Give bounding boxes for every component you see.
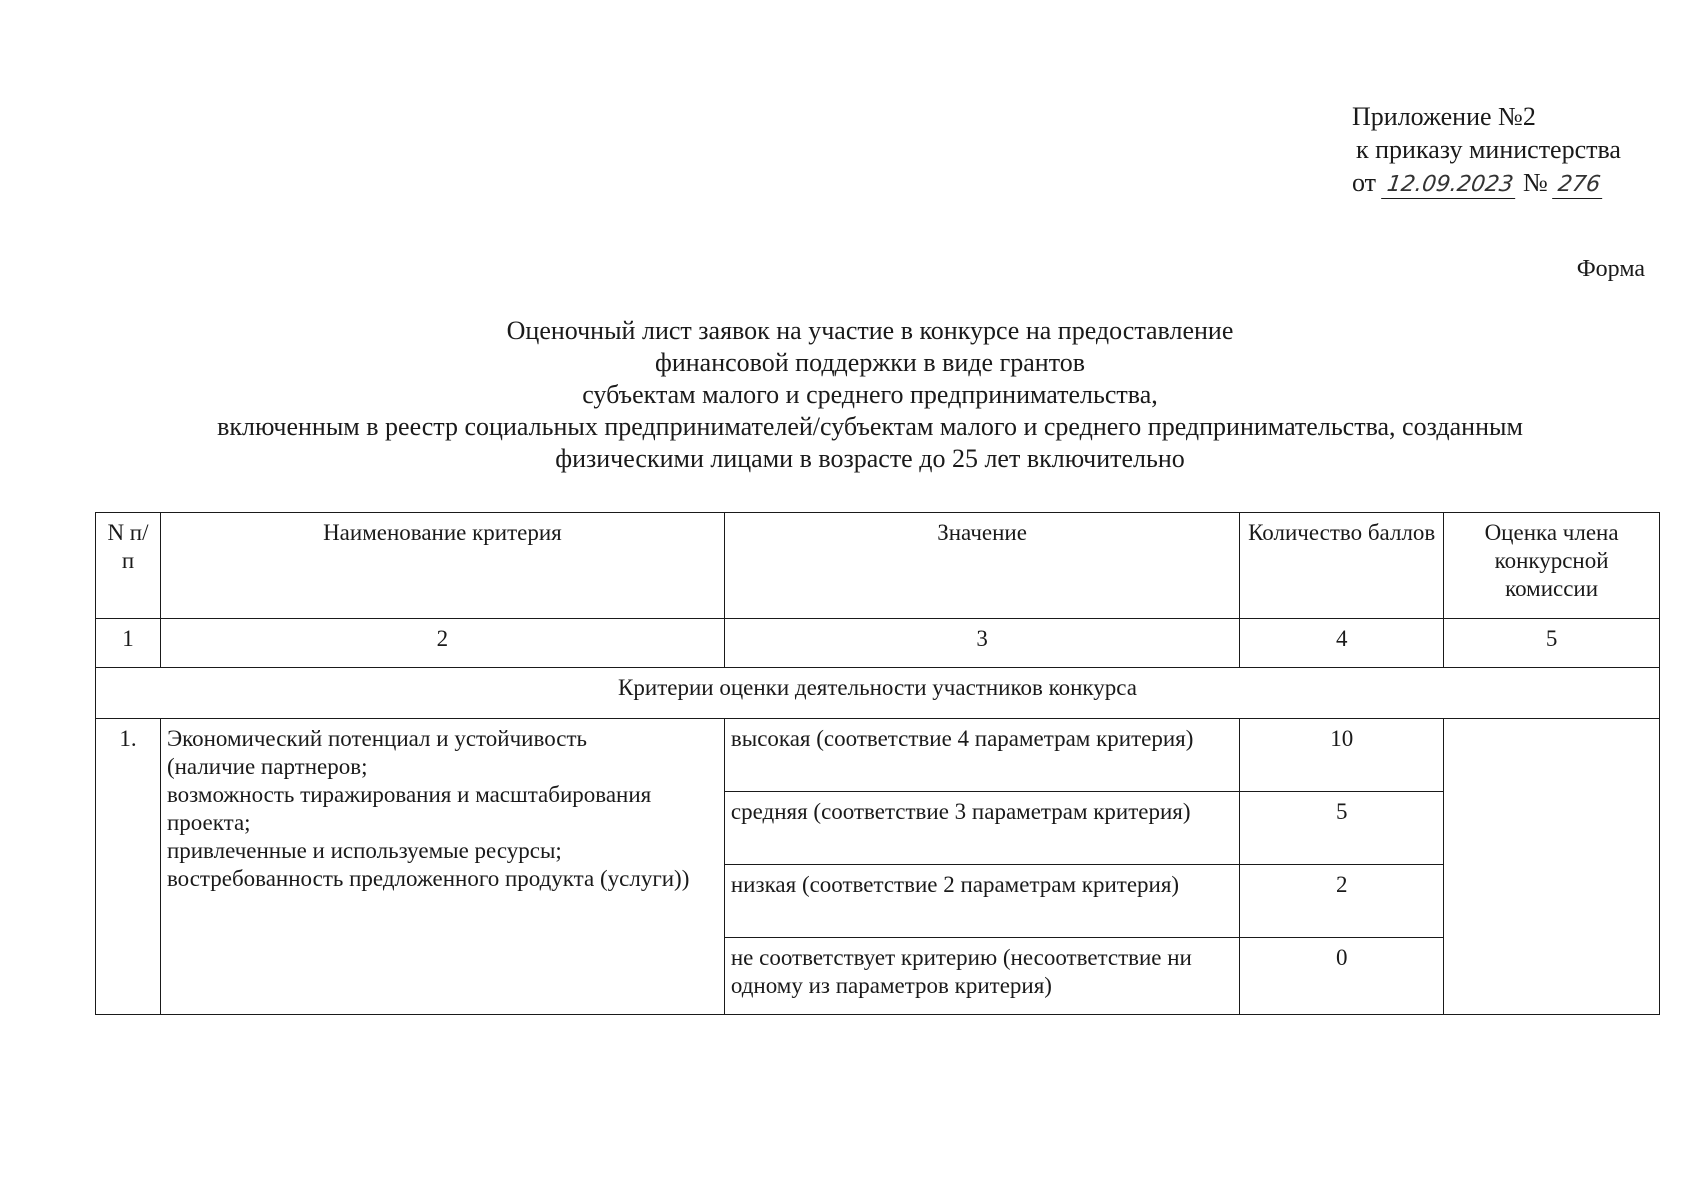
col-number: 5 — [1444, 619, 1660, 668]
title-line: физическими лицами в возрасте до 25 лет включительно — [555, 444, 1185, 473]
option-points: 5 — [1240, 792, 1444, 865]
appendix-title: Приложение №2 — [1352, 102, 1536, 131]
option-points: 2 — [1240, 865, 1444, 938]
title-line: Оценочный лист заявок на участие в конкурсе на предоставление — [506, 316, 1234, 345]
col-number: 3 — [724, 619, 1239, 668]
appendix-block — [1352, 100, 1621, 199]
criterion-name-line: проекта; — [166, 810, 251, 835]
header-num: N п/п — [96, 513, 161, 619]
criterion-name — [160, 719, 724, 1015]
criterion-row — [96, 719, 1660, 792]
option-value: не соответствует критерию (несоответствие ни одному из параметров критерия) — [724, 938, 1239, 1015]
appendix-date-line — [1352, 166, 1621, 199]
option-value: высокая (соответствие 4 параметрам критерия) — [724, 719, 1239, 792]
criterion-name-line: Экономический потенциал и устойчивость — [166, 726, 588, 751]
number-prefix: № — [1523, 168, 1548, 197]
col-number: 2 — [160, 619, 724, 668]
section-row — [96, 668, 1660, 719]
criterion-num: 1. — [96, 719, 161, 1015]
section-title: Критерии оценки деятельности участников конкурса — [96, 668, 1660, 719]
header-value: Значение — [724, 513, 1239, 619]
col-number: 1 — [96, 619, 161, 668]
column-numbers-row — [96, 619, 1660, 668]
title-line: субъектам малого и среднего предпринимательства, — [582, 380, 1158, 409]
criterion-name-line: (наличие партнеров; — [166, 754, 368, 779]
appendix-order-ref: к приказу министерства — [1356, 135, 1621, 164]
criterion-name-line: возможность тиражирования и масштабирования — [166, 782, 652, 807]
handwritten-date: 12.09.2023 — [1381, 172, 1519, 199]
option-value: средняя (соответствие 3 параметрам критерия) — [724, 792, 1239, 865]
handwritten-number: 276 — [1552, 172, 1606, 199]
option-points: 10 — [1240, 719, 1444, 792]
table-header-row — [96, 513, 1660, 619]
commission-score-cell — [1444, 719, 1660, 1015]
date-prefix: от — [1352, 168, 1377, 197]
header-score: Оценка члена конкурсной комиссии — [1444, 513, 1660, 619]
title-line: включенным в реестр социальных предпринимателей/субъектам малого и среднего предпринимательства, созданным — [217, 412, 1523, 441]
evaluation-table — [95, 512, 1660, 1015]
criterion-name-line: востребованность предложенного продукта (услуги)) — [166, 866, 690, 891]
col-number: 4 — [1240, 619, 1444, 668]
option-points: 0 — [1240, 938, 1444, 1015]
option-value: низкая (соответствие 2 параметрам критерия) — [724, 865, 1239, 938]
header-points: Количество баллов — [1240, 513, 1444, 619]
header-name: Наименование критерия — [160, 513, 724, 619]
title-line: финансовой поддержки в виде грантов — [654, 348, 1085, 377]
document-title — [100, 315, 1640, 475]
form-label: Форма — [1576, 256, 1645, 282]
criterion-name-line: привлеченные и используемые ресурсы; — [166, 838, 562, 863]
